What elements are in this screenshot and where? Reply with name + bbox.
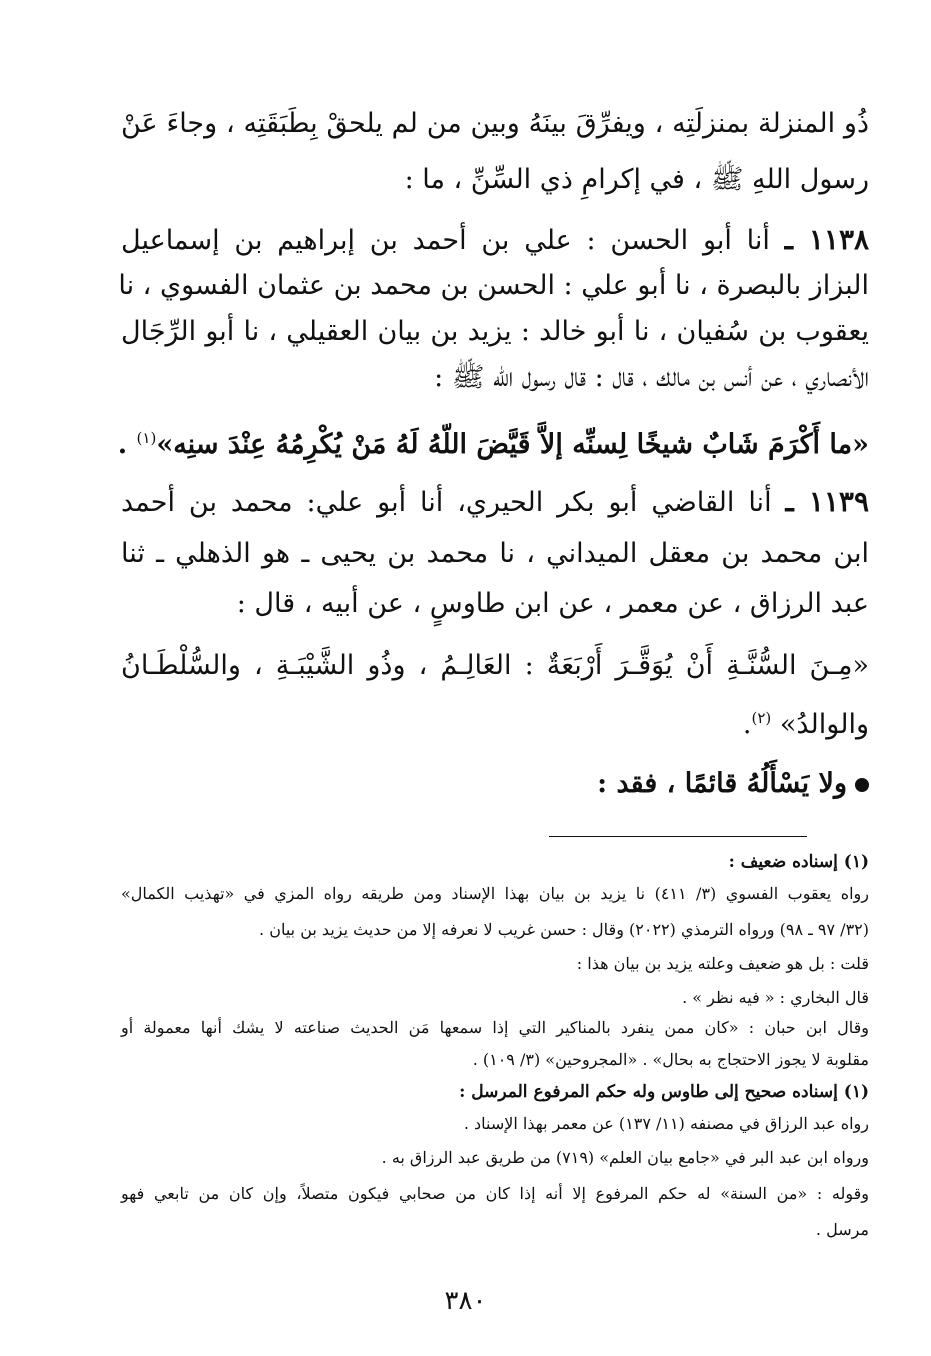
section-heading: ولا يَسْأَلُهُ قائمًا ، فقد : (121, 766, 869, 802)
footnote-separator (549, 836, 807, 837)
hadith-number-1138: ١١٣٨ ـ (784, 223, 870, 256)
hadith-1139-line-3: عبد الرزاق ، عن معمر ، عن ابن طاوسٍ ، عن أبيه ، قال : (236, 588, 869, 619)
page-number: ٣٨٠ (444, 1286, 487, 1316)
hadith-1139-line-1: ١١٣٩ ـ أنا القاضي أبو بكر الحيري، أنا أبو علي: محمد بن أحمد (121, 485, 869, 518)
footnote-1-line-4: قال البخاري : « فيه نظر » . (682, 988, 869, 1007)
hadith-1139-quote-line-1: «مِـنَ السُّنَّـةِ أَنْ يُوَقَّـرَ أَرْبَعَةٌ : العَالِـمُ ، وذُو الشَّيْبَـةِ ، والسُّلْطَـانُ (121, 650, 869, 681)
footnote-1-line-1: رواه يعقوب الفسوي (٣/ ٤١١) نا يزيد بن بيان بهذا الإسناد ومن طريقه رواه المزي في «تهذيب الكمال» (121, 884, 869, 903)
footnote-1-heading: (١) إسناده ضعيف : (728, 852, 869, 872)
footnote-1-line-6: مقلوبة لا يجوز الاحتجاج به بحال» . «المجروحين» (٣/ ١٠٩) . (472, 1050, 869, 1069)
footnote-2-line-2: ورواه ابن عبد البر في «جامع بيان العلم» (٧١٩) من طريق عبد الرزاق به . (381, 1148, 869, 1167)
footnote-2-line-3: وقوله : «من السنة» له حكم المرفوع إلا أنه إذا كان من صحابي فيكون متصلاً، وإن كان من تابعي فهو (121, 1184, 869, 1203)
text-line-2: رسول اللهِ ﷺ ، في إكرامِ ذي السِّنِّ ، ما : (404, 164, 869, 195)
footnote-2-line-1: رواه عبد الرزاق في مصنفه (١١/ ١٣٧) عن معمر بهذا الإسناد . (463, 1114, 869, 1133)
footnote-2-line-4: مرسل . (815, 1220, 869, 1239)
text-line-1: ذُو المنزلة بمنزلَتِه ، ويفرِّقَ بينَهُ وبين من لم يلحقْ بِطَبَقَتِه ، وجاءَ عَنْ (121, 108, 869, 139)
footnote-ref-2: (٢) (751, 709, 772, 727)
footnote-2-heading: (١) إسناده صحيح إلى طاوس وله حكم المرفوع المرسل : (459, 1082, 869, 1102)
footnote-1-line-5: وقال ابن حبان : «كان ممن ينفرد بالمناكير التي إذا سمعها مَن الحديث صناعته لا يشك أنها معمولة أو (121, 1018, 869, 1037)
footnote-1-line-2: (٣٢/ ٩٧ ـ ٩٨) ورواه الترمذي (٢٠٢٢) وقال : حسن غريب لا نعرفه إلا من حديث يزيد بن بيان . (259, 920, 869, 939)
hadith-1138-line-1: ١١٣٨ ـ أنا أبو الحسن : علي بن أحمد بن إبراهيم بن إسماعيل (121, 223, 870, 256)
hadith-1139-quote-line-2: والوالدُ» $^{(٢)}$. (742, 709, 869, 740)
hadith-1138-line-3: يعقوب بن سُفيان ، نا أبو خالد : يزيد بن بيان العقيلي ، نا أبو الرِّجَال (121, 316, 869, 347)
hadith-number-1139: ١١٣٩ ـ (785, 485, 869, 518)
footnote-ref-1: (١) (136, 429, 157, 447)
hadith-1138-quote: «ما أَكْرَمَ شَابٌ شيخًا لِسنِّه إلاَّ قَيَّضَ اللّهُ لَهُ مَنْ يُكْرِمُهُ عِنْدَ سنِه»$^{(١)}$ . (117, 429, 869, 460)
bullet-icon (855, 778, 869, 792)
footnote-1-line-3: قلت : بل هو ضعيف وعلته يزيد بن بيان هذا : (576, 954, 869, 973)
hadith-1139-line-2: ابن محمد بن معقل الميداني ، نا محمد بن يحيى ـ هو الذهلي ـ ثنا (121, 538, 869, 569)
hadith-1138-line-4: الأنصاري ، عن أنس بن مالك ، قال : قال رسول الله ﷺ : (434, 362, 869, 393)
hadith-1138-line-2: البزاز بالبصرة ، نا أبو علي : الحسن بن محمد بن عثمان الفسوي ، نا (118, 270, 869, 301)
